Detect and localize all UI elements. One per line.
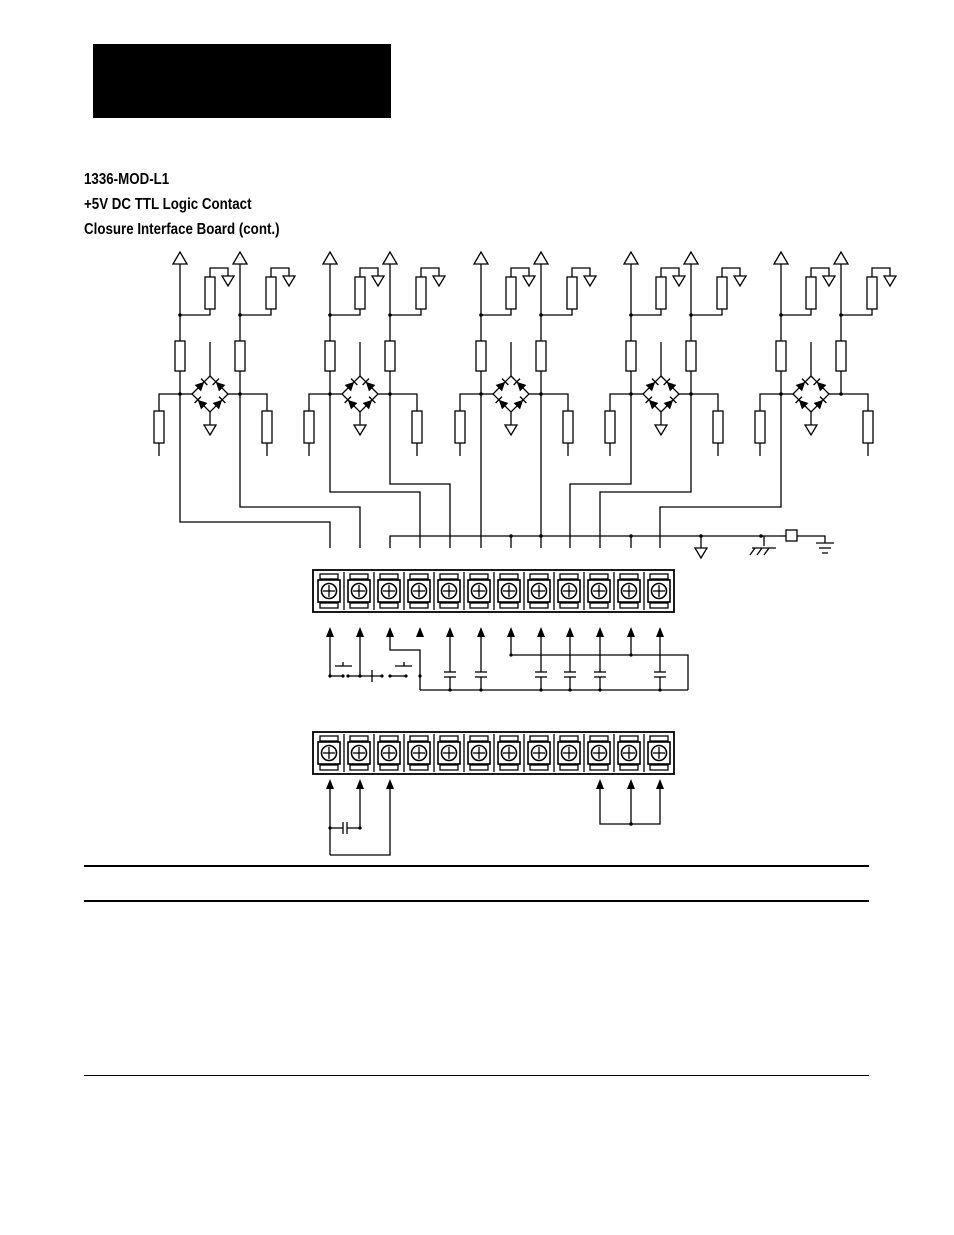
wire (541, 394, 568, 411)
ground-triangle (204, 425, 216, 435)
terminal-top-tab (530, 574, 548, 579)
ground-triangle (523, 276, 535, 286)
terminal-1 (318, 574, 340, 608)
arrow-head (326, 779, 334, 789)
ground-triangle (372, 276, 384, 286)
wire (390, 394, 417, 411)
terminal-bottom-tab (500, 765, 518, 770)
divider-rule-3 (84, 1075, 869, 1076)
arrow-head (356, 779, 364, 789)
terminal-bottom-tab (380, 603, 398, 608)
terminal-top-tab (440, 574, 458, 579)
junction-dot (328, 674, 331, 677)
resistor (717, 277, 727, 309)
arrow-head (477, 627, 485, 637)
terminal-6 (464, 734, 490, 772)
supply-triangle (534, 252, 548, 264)
terminal-top-tab (350, 736, 368, 741)
arrow-head (446, 627, 454, 637)
arrow-head (627, 627, 635, 637)
ground-triangle (734, 276, 746, 286)
bridge-outline (342, 376, 378, 412)
arrow-head (537, 627, 545, 637)
supply-triangle (323, 252, 337, 264)
title-line-2: +5V DC TTL Logic Contact (84, 196, 252, 213)
resistor (567, 277, 577, 309)
terminal-8 (524, 734, 550, 772)
terminal-bottom-tab (410, 603, 428, 608)
bridge-outline (192, 376, 228, 412)
wire (610, 394, 631, 411)
ground-triangle (584, 276, 596, 286)
terminal-top-tab (650, 736, 668, 741)
supply-triangle (684, 252, 698, 264)
terminal-top-tab (350, 574, 368, 579)
terminal-4 (404, 572, 430, 610)
resistor (506, 277, 516, 309)
terminal-bottom-tab (650, 603, 668, 608)
wire (240, 394, 267, 411)
terminal-top-tab (560, 736, 578, 741)
terminal-10 (584, 572, 610, 610)
wire (180, 394, 330, 548)
arrow-head (596, 779, 604, 789)
resistor (806, 277, 816, 309)
terminal-bottom-tab (530, 765, 548, 770)
terminal-top-tab (500, 736, 518, 741)
divider-rule-2 (84, 900, 869, 902)
junction-dot (509, 653, 512, 656)
terminal-top-tab (470, 574, 488, 579)
wire (460, 394, 481, 411)
arrow-head (356, 627, 364, 637)
bridge-outline (643, 376, 679, 412)
terminal-bottom-tab (470, 603, 488, 608)
terminal-top-tab (590, 736, 608, 741)
wire (541, 309, 572, 315)
terminal-bottom-tab (500, 603, 518, 608)
resistor (836, 341, 846, 371)
resistor (235, 341, 245, 371)
junction-dot (479, 688, 482, 691)
ground-triangle (283, 276, 295, 286)
terminal-block-lower (313, 732, 674, 774)
wire (240, 309, 271, 315)
junction-dot (629, 822, 633, 826)
ground-triangle (823, 276, 835, 286)
terminal-top-tab (410, 736, 428, 741)
wire (390, 309, 421, 315)
arrow-head (416, 627, 424, 637)
terminal-bottom-tab (650, 765, 668, 770)
junction-dot (388, 674, 391, 677)
wire (841, 309, 872, 315)
ground-triangle (433, 276, 445, 286)
terminal-bottom-tab (590, 765, 608, 770)
arrow-head (656, 627, 664, 637)
terminal-top-tab (320, 736, 338, 741)
junction-dot (358, 826, 361, 829)
wire (390, 637, 420, 676)
terminal-4 (404, 734, 430, 772)
wire (760, 394, 781, 411)
divider-rule-1 (84, 865, 869, 867)
junction-dot (328, 826, 331, 829)
resistor (355, 277, 365, 309)
supply-triangle (774, 252, 788, 264)
arrow-head (507, 627, 515, 637)
wire (330, 309, 360, 315)
supply-triangle (834, 252, 848, 264)
ground-triangle (655, 425, 667, 435)
wire (631, 309, 661, 315)
terminal-11 (614, 734, 640, 772)
wire (159, 394, 180, 411)
resistor (266, 277, 276, 309)
resistor (713, 411, 723, 443)
terminal-block-upper (313, 570, 674, 612)
terminal-bottom-tab (440, 603, 458, 608)
wire (390, 536, 781, 548)
title-line-3: Closure Interface Board (cont.) (84, 221, 280, 238)
resistor (304, 411, 314, 443)
terminal-top-tab (530, 736, 548, 741)
terminal-bottom-tab (440, 765, 458, 770)
terminal-5 (434, 572, 460, 610)
resistor (776, 341, 786, 371)
channel-1 (154, 252, 295, 456)
terminal-12 (644, 572, 670, 610)
resistor (755, 411, 765, 443)
supply-triangle (383, 252, 397, 264)
terminal-bottom-tab (380, 765, 398, 770)
ground-triangle (354, 425, 366, 435)
resistor (325, 341, 335, 371)
terminal-11 (614, 572, 640, 610)
wire (781, 309, 811, 315)
arrow-head (656, 779, 664, 789)
supply-triangle (474, 252, 488, 264)
arrow-head (596, 627, 604, 637)
wire (600, 394, 691, 548)
terminal-top-tab (410, 574, 428, 579)
terminal-9 (554, 572, 580, 610)
shield-box (786, 530, 797, 541)
arrow-head (627, 779, 635, 789)
wire (841, 394, 868, 411)
terminal-bottom-tab (320, 765, 338, 770)
resistor (154, 411, 164, 443)
wire (691, 309, 722, 315)
junction-dot (539, 688, 542, 691)
bridge-outline (493, 376, 529, 412)
wire (691, 394, 718, 411)
resistor (656, 277, 666, 309)
wire (481, 309, 511, 315)
terminal-bottom-tab (560, 765, 578, 770)
resistor (412, 411, 422, 443)
junction-dot (658, 688, 661, 691)
resistor (686, 341, 696, 371)
chassis-hatch (764, 548, 769, 555)
ground-triangle (884, 276, 896, 286)
ground-triangle (505, 425, 517, 435)
terminal-bottom-tab (410, 765, 428, 770)
ground-triangle (805, 425, 817, 435)
wire (180, 309, 210, 315)
terminal-top-tab (320, 574, 338, 579)
bridge-outline (793, 376, 829, 412)
terminal-bottom-tab (560, 603, 578, 608)
junction-dot (404, 674, 407, 677)
terminal-7 (494, 734, 520, 772)
terminal-bottom-tab (530, 603, 548, 608)
terminal-top-tab (590, 574, 608, 579)
junction-dot (539, 534, 543, 538)
channel-5 (755, 252, 896, 456)
terminal-top-tab (620, 736, 638, 741)
resistor (867, 277, 877, 309)
junction-dot (568, 688, 571, 691)
terminal-10 (584, 734, 610, 772)
terminal-7 (494, 572, 520, 610)
resistor (476, 341, 486, 371)
resistor (455, 411, 465, 443)
terminal-bottom-tab (350, 603, 368, 608)
junction-dot (341, 674, 344, 677)
channel-2 (304, 252, 445, 456)
terminal-top-tab (380, 736, 398, 741)
resistor (605, 411, 615, 443)
arrow-head (326, 627, 334, 637)
terminal-top-tab (650, 574, 668, 579)
junction-dot (759, 534, 763, 538)
wire (309, 394, 330, 411)
resistor (385, 341, 395, 371)
resistor (626, 341, 636, 371)
terminal-top-tab (380, 574, 398, 579)
arrow-head (386, 779, 394, 789)
terminal-top-tab (500, 574, 518, 579)
supply-triangle (173, 252, 187, 264)
arrow-head (386, 627, 394, 637)
chassis-hatch (750, 548, 755, 555)
terminal-top-tab (620, 574, 638, 579)
terminal-1 (318, 736, 340, 770)
channel-circuits (154, 252, 896, 456)
wire (600, 789, 660, 824)
terminal-bottom-tab (470, 765, 488, 770)
channel-3 (455, 252, 596, 456)
title-line-1: 1336-MOD-L1 (84, 171, 170, 188)
junction-dot (629, 653, 632, 656)
junction-dot (598, 688, 601, 691)
arrow-head (566, 627, 574, 637)
terminal-bottom-tab (590, 603, 608, 608)
ground-triangle (673, 276, 685, 286)
terminal-5 (434, 734, 460, 772)
resistor (416, 277, 426, 309)
terminal-bottom-tab (350, 765, 368, 770)
terminal-2 (344, 572, 370, 610)
terminal-3 (374, 734, 400, 772)
resistor (563, 411, 573, 443)
ground-triangle (695, 548, 707, 558)
terminal-2 (344, 734, 370, 772)
terminal-bottom-tab (620, 765, 638, 770)
resistor (175, 341, 185, 371)
terminal-top-tab (560, 574, 578, 579)
ground-triangle (222, 276, 234, 286)
supply-triangle (624, 252, 638, 264)
junction-dot (448, 688, 451, 691)
terminal-top-tab (440, 736, 458, 741)
chassis-hatch (757, 548, 762, 555)
wire (240, 394, 360, 548)
common-bus (180, 394, 834, 558)
wire (330, 394, 420, 548)
terminal-bottom-tab (320, 603, 338, 608)
resistor (262, 411, 272, 443)
channel-4 (605, 252, 746, 456)
terminal-9 (554, 734, 580, 772)
terminal-6 (464, 572, 490, 610)
terminal-3 (374, 572, 400, 610)
terminal-bottom-tab (620, 603, 638, 608)
terminal-8 (524, 572, 550, 610)
junction-dot (346, 674, 349, 677)
terminal-top-tab (470, 736, 488, 741)
wire (660, 394, 781, 548)
resistor (205, 277, 215, 309)
resistor (536, 341, 546, 371)
resistor (863, 411, 873, 443)
terminal-12 (644, 734, 670, 772)
wire (797, 536, 825, 543)
supply-triangle (233, 252, 247, 264)
